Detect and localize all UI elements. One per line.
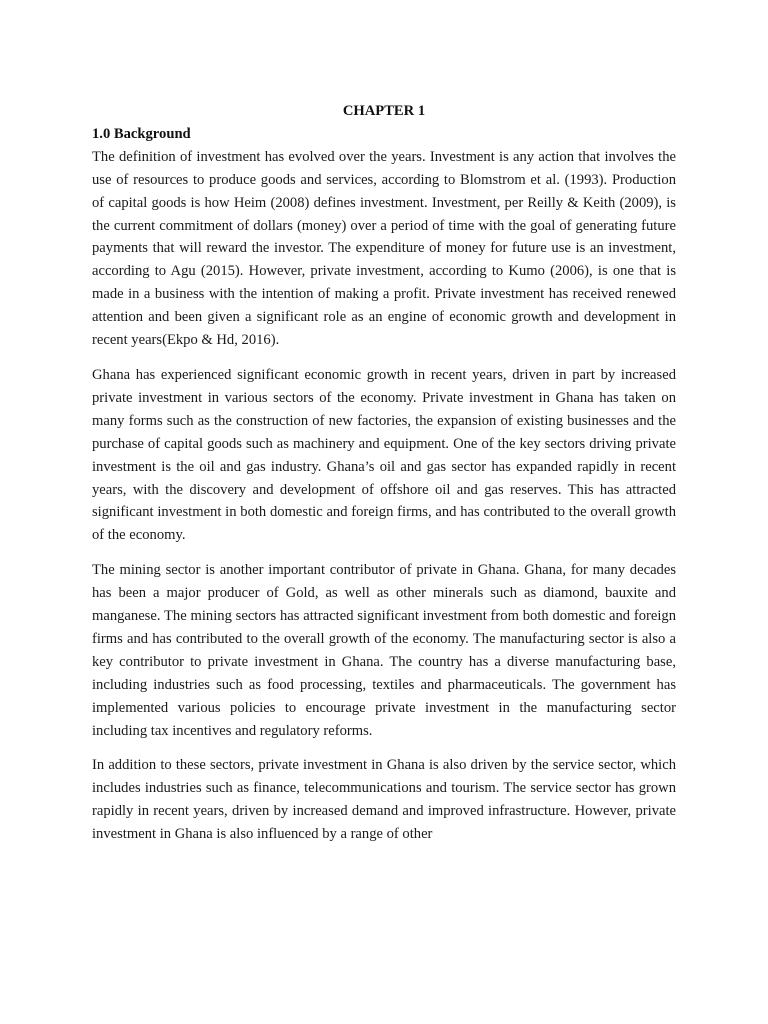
paragraph-definition-of-investment: The definition of investment has evolved over the years. Investment is any action that involves the use of resources to produce goods and services, according to Blomstrom et al. (1993). Production of capital goods is how Heim (2008) defines investment. Investment, per Reilly & Keith (2009), is the current commitment of dollars (money) over a period of time with the goal of generating future payments that will reward the investor. The expenditure of money for future use is an investment, according to Agu (2015). However, private investment, according to Kumo (2006), is one that is made in a business with the intention of making a profit. Private investment has received renewed attention and been given a significant role as an engine of economic growth and development in recent years(Ekpo & Hd, 2016). (92, 148, 676, 349)
paragraph-service-sector: In addition to these sectors, private investment in Ghana is also driven by the service sector, which includes industries such as finance, telecommunications and tourism. The service sector has grown rapidly in recent years, driven by increased demand and improved infrastructure. However, private investment in Ghana is also influenced by a range of other (92, 757, 676, 843)
paragraph-ghana-growth: Ghana has experienced significant economic growth in recent years, driven in part by increased private investment in various sectors of the economy. Private investment in Ghana has taken on many forms such as the construction of new factories, the expansion of existing businesses and the purchase of capital goods such as machinery and equipment. One of the key sectors driving private investment is the oil and gas industry. Ghana’s oil and gas sector has expanded rapidly in recent years, with the discovery and development of offshore oil and gas reserves. This has attracted significant investment in both domestic and foreign firms, and has contributed to the overall growth of the economy. (92, 366, 676, 544)
section-heading: 1.0 Background (92, 125, 191, 142)
document-body (92, 100, 676, 858)
chapter-title: CHAPTER 1 (342, 103, 426, 119)
paragraph-mining-sector: The mining sector is another important contributor of private in Ghana. Ghana, for many decades has been a major producer of Gold, as well as other minerals such as diamond, bauxite and manganese. The mining sectors has attracted significant investment from both domestic and foreign firms and has contributed to the overall growth of the economy. The manufacturing sector is also a key contributor to private investment in Ghana. The country has a diverse manufacturing base, including industries such as food processing, textiles and pharmaceuticals. The government has implemented various policies to encourage private investment in the manufacturing sector including tax incentives and regulatory reforms. (92, 562, 676, 739)
